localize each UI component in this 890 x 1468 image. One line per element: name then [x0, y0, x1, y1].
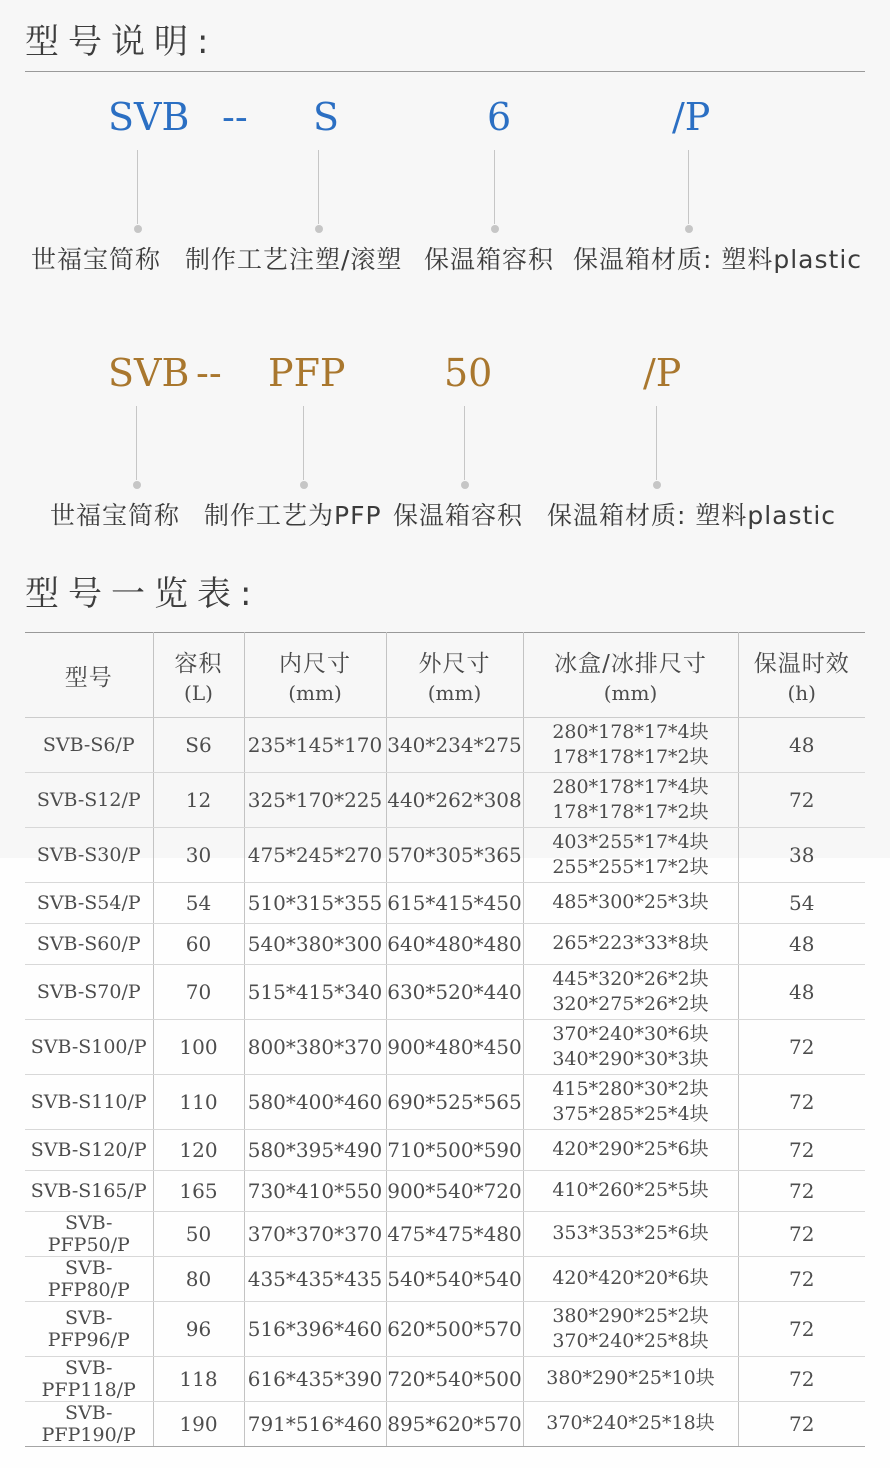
- inner-size-cell: 616*435*390: [244, 1357, 386, 1402]
- ice-size-cell: [523, 1302, 738, 1357]
- ice-size-line: 370*240*25*8块: [552, 1330, 709, 1352]
- spec-table: [25, 632, 865, 1447]
- column-header: [25, 633, 153, 718]
- outer-size-cell: 710*500*590: [386, 1130, 523, 1171]
- column-unit: (mm): [427, 681, 482, 705]
- table-row: [25, 1020, 865, 1075]
- model-cell: SVB-S12/P: [25, 773, 153, 828]
- table-row: [25, 828, 865, 883]
- insulation-hours-cell: 72: [738, 1212, 865, 1257]
- ice-size-line: 380*290*25*2块: [552, 1304, 709, 1327]
- table-row: [25, 924, 865, 965]
- outer-size-cell: 640*480*480: [386, 924, 523, 965]
- insulation-hours-cell: 72: [738, 1130, 865, 1171]
- insulation-hours-cell: 72: [738, 773, 865, 828]
- ice-size-cell: [523, 1212, 738, 1257]
- ice-size-cell: [523, 1357, 738, 1402]
- ice-size-line: 280*178*17*4块: [552, 775, 709, 798]
- capacity-cell: 12: [153, 773, 244, 828]
- outer-size-cell: 900*540*720: [386, 1171, 523, 1212]
- insulation-hours-cell: 48: [738, 924, 865, 965]
- table-row: [25, 1212, 865, 1257]
- outer-size-cell: 570*305*365: [386, 828, 523, 883]
- table-row: [25, 1171, 865, 1212]
- capacity-cell: 60: [153, 924, 244, 965]
- table-row: [25, 1257, 865, 1302]
- capacity-cell: S6: [153, 718, 244, 773]
- column-title: 容积: [174, 651, 223, 677]
- capacity-cell: 120: [153, 1130, 244, 1171]
- callout-volume: 保温箱容积: [424, 245, 555, 274]
- inner-size-cell: 235*145*170: [244, 718, 386, 773]
- inner-size-cell: 515*415*340: [244, 965, 386, 1020]
- column-header: [244, 633, 386, 718]
- ice-size-line: 415*280*30*2块: [552, 1077, 709, 1100]
- callout-brand: 世福宝简称: [31, 245, 162, 274]
- model-cell: SVB-S100/P: [25, 1020, 153, 1075]
- outer-size-cell: 895*620*570: [386, 1402, 523, 1447]
- column-header: [153, 633, 244, 718]
- outer-size-cell: 630*520*440: [386, 965, 523, 1020]
- table-row: [25, 965, 865, 1020]
- capacity-cell: 50: [153, 1212, 244, 1257]
- code-brand: SVB: [108, 95, 190, 139]
- outer-size-cell: 900*480*450: [386, 1020, 523, 1075]
- ice-size-line: 178*178*17*2块: [552, 801, 709, 823]
- ice-size-line: 375*285*25*4块: [552, 1103, 709, 1125]
- ice-size-cell: [523, 965, 738, 1020]
- insulation-hours-cell: 48: [738, 718, 865, 773]
- spec-table-container: [25, 632, 865, 1447]
- capacity-cell: 80: [153, 1257, 244, 1302]
- inner-size-cell: 435*435*435: [244, 1257, 386, 1302]
- code-brand: SVB: [108, 351, 190, 395]
- outer-size-cell: 475*475*480: [386, 1212, 523, 1257]
- capacity-cell: 30: [153, 828, 244, 883]
- model-cell: SVB-S60/P: [25, 924, 153, 965]
- model-code-diagram-pfp: [0, 350, 890, 540]
- ice-size-cell: [523, 1020, 738, 1075]
- column-unit: (mm): [603, 681, 658, 705]
- outer-size-cell: 440*262*308: [386, 773, 523, 828]
- capacity-cell: 190: [153, 1402, 244, 1447]
- inner-size-cell: 580*395*490: [244, 1130, 386, 1171]
- outer-size-cell: 615*415*450: [386, 883, 523, 924]
- model-cell: SVB-S165/P: [25, 1171, 153, 1212]
- inner-size-cell: 791*516*460: [244, 1402, 386, 1447]
- model-cell: SVB-PFP80/P: [25, 1257, 153, 1302]
- column-title: 外尺寸: [418, 651, 491, 677]
- capacity-cell: 165: [153, 1171, 244, 1212]
- ice-size-line: 420*290*25*6块: [552, 1138, 709, 1161]
- model-cell: SVB-S6/P: [25, 718, 153, 773]
- ice-size-cell: [523, 1257, 738, 1302]
- code-dash: --: [222, 95, 248, 139]
- insulation-hours-cell: 72: [738, 1302, 865, 1357]
- table-row: [25, 1130, 865, 1171]
- inner-size-cell: 370*370*370: [244, 1212, 386, 1257]
- connector-line: [136, 406, 137, 480]
- ice-size-cell: [523, 1171, 738, 1212]
- ice-size-cell: [523, 828, 738, 883]
- callout-brand: 世福宝简称: [50, 501, 181, 530]
- ice-size-line: 280*178*17*4块: [552, 720, 709, 743]
- capacity-cell: 110: [153, 1075, 244, 1130]
- table-row: [25, 1402, 865, 1447]
- header-row: [25, 633, 865, 718]
- connector-line: [494, 150, 495, 224]
- ice-size-line: 485*300*25*3块: [552, 891, 709, 914]
- insulation-hours-cell: 72: [738, 1171, 865, 1212]
- insulation-hours-cell: 72: [738, 1075, 865, 1130]
- title-divider: [25, 71, 865, 72]
- insulation-hours-cell: 54: [738, 883, 865, 924]
- column-unit: (L): [184, 681, 213, 705]
- ice-size-line: 403*255*17*4块: [552, 830, 709, 853]
- capacity-cell: 100: [153, 1020, 244, 1075]
- connector-line: [303, 406, 304, 480]
- connector-line: [656, 406, 657, 480]
- ice-size-cell: [523, 924, 738, 965]
- ice-size-cell: [523, 773, 738, 828]
- capacity-cell: 70: [153, 965, 244, 1020]
- column-title: 冰盒/冰排尺寸: [554, 651, 707, 677]
- model-cell: SVB-S30/P: [25, 828, 153, 883]
- insulation-hours-cell: 38: [738, 828, 865, 883]
- model-description-title: 型号说明:: [25, 22, 218, 62]
- code-material: /P: [672, 95, 711, 139]
- model-cell: SVB-S54/P: [25, 883, 153, 924]
- callout-process: 制作工艺注塑/滚塑: [185, 245, 403, 274]
- connector-line: [688, 150, 689, 224]
- ice-size-cell: [523, 883, 738, 924]
- code-volume: 50: [444, 351, 493, 395]
- inner-size-cell: 800*380*370: [244, 1020, 386, 1075]
- table-row: [25, 718, 865, 773]
- ice-size-cell: [523, 1075, 738, 1130]
- column-title: 保温时效: [753, 651, 850, 677]
- table-row: [25, 1075, 865, 1130]
- table-row: [25, 883, 865, 924]
- column-header: [738, 633, 865, 718]
- inner-size-cell: 475*245*270: [244, 828, 386, 883]
- inner-size-cell: 580*400*460: [244, 1075, 386, 1130]
- capacity-cell: 118: [153, 1357, 244, 1402]
- column-header: [523, 633, 738, 718]
- model-code-diagram-injection: [0, 94, 890, 284]
- insulation-hours-cell: 48: [738, 965, 865, 1020]
- ice-size-line: 370*240*30*6块: [552, 1022, 709, 1045]
- inner-size-cell: 516*396*460: [244, 1302, 386, 1357]
- column-unit: (h): [787, 681, 816, 705]
- ice-size-line: 340*290*30*3块: [552, 1048, 709, 1070]
- model-table-title: 型号一览表:: [25, 574, 261, 614]
- model-cell: SVB-PFP118/P: [25, 1357, 153, 1402]
- spec-table-header: [25, 633, 865, 718]
- insulation-hours-cell: 72: [738, 1357, 865, 1402]
- outer-size-cell: 720*540*500: [386, 1357, 523, 1402]
- ice-size-cell: [523, 1402, 738, 1447]
- callout-volume: 保温箱容积: [393, 501, 524, 530]
- model-cell: SVB-S70/P: [25, 965, 153, 1020]
- ice-size-cell: [523, 1130, 738, 1171]
- ice-size-line: 320*275*26*2块: [552, 993, 709, 1015]
- inner-size-cell: 730*410*550: [244, 1171, 386, 1212]
- column-unit: (mm): [288, 681, 342, 705]
- capacity-cell: 96: [153, 1302, 244, 1357]
- code-process: S: [313, 95, 340, 139]
- outer-size-cell: 340*234*275: [386, 718, 523, 773]
- inner-size-cell: 325*170*225: [244, 773, 386, 828]
- connector-line: [137, 150, 138, 224]
- model-cell: SVB-PFP50/P: [25, 1212, 153, 1257]
- ice-size-line: 410*260*25*5块: [552, 1179, 709, 1202]
- outer-size-cell: 540*540*540: [386, 1257, 523, 1302]
- code-process: PFP: [268, 351, 346, 395]
- table-row: [25, 1357, 865, 1402]
- ice-size-line: 445*320*26*2块: [552, 967, 709, 990]
- column-header: [386, 633, 523, 718]
- column-title: 内尺寸: [279, 651, 351, 677]
- ice-size-line: 353*353*25*6块: [552, 1222, 709, 1245]
- code-dash: --: [196, 351, 222, 395]
- model-cell: SVB-S120/P: [25, 1130, 153, 1171]
- ice-size-line: 370*240*25*18块: [546, 1412, 715, 1435]
- insulation-hours-cell: 72: [738, 1257, 865, 1302]
- outer-size-cell: 620*500*570: [386, 1302, 523, 1357]
- connector-line: [464, 406, 465, 480]
- table-row: [25, 1302, 865, 1357]
- code-volume: 6: [487, 95, 512, 139]
- inner-size-cell: 510*315*355: [244, 883, 386, 924]
- spec-table-body: [25, 718, 865, 1447]
- insulation-hours-cell: 72: [738, 1020, 865, 1075]
- callout-material: 保温箱材质: 塑料plastic: [547, 501, 837, 530]
- callout-material: 保温箱材质: 塑料plastic: [573, 245, 863, 274]
- ice-size-line: 255*255*17*2块: [552, 856, 709, 878]
- ice-size-line: 178*178*17*2块: [552, 746, 709, 768]
- insulation-hours-cell: 72: [738, 1402, 865, 1447]
- inner-size-cell: 540*380*300: [244, 924, 386, 965]
- model-cell: SVB-PFP96/P: [25, 1302, 153, 1357]
- column-title: 型号: [64, 664, 113, 691]
- ice-size-line: 420*420*20*6块: [552, 1267, 709, 1290]
- ice-size-line: 265*223*33*8块: [552, 932, 709, 955]
- ice-size-line: 380*290*25*10块: [546, 1367, 715, 1390]
- connector-line: [318, 150, 319, 224]
- model-cell: SVB-PFP190/P: [25, 1402, 153, 1447]
- table-row: [25, 773, 865, 828]
- capacity-cell: 54: [153, 883, 244, 924]
- code-material: /P: [643, 351, 682, 395]
- callout-process: 制作工艺为PFP: [204, 501, 382, 530]
- model-cell: SVB-S110/P: [25, 1075, 153, 1130]
- outer-size-cell: 690*525*565: [386, 1075, 523, 1130]
- ice-size-cell: [523, 718, 738, 773]
